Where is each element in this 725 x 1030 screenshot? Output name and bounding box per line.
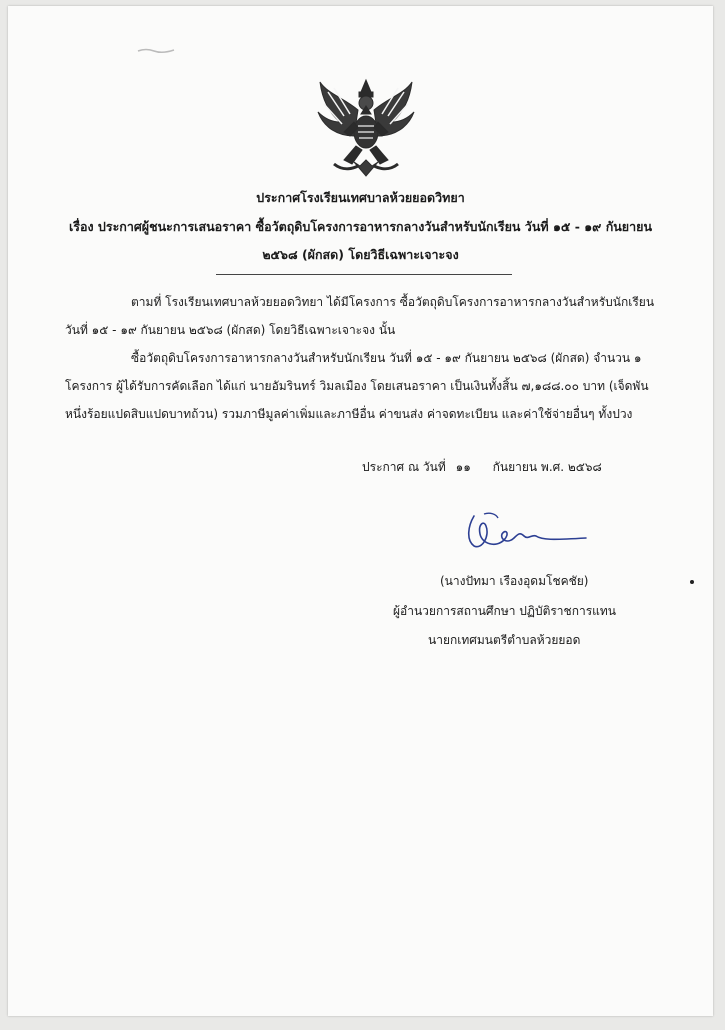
scan-smudge: [136, 46, 176, 54]
dated-line: [362, 458, 602, 477]
signatory-name: (นางปัทมา เรืองอุดมโชคชัย): [440, 574, 589, 588]
dated-day: ๑๑: [455, 460, 471, 474]
signatory-acting-for: นายกเทศมนตรีตำบลห้วยยอด: [428, 633, 581, 647]
announcement-title: ประกาศโรงเรียนเทศบาลห้วยยอดวิทยา: [256, 190, 465, 205]
para2-line3: หนึ่งร้อยแปดสิบแปดบาทถ้วน) รวมภาษีมูลค่าเพิ่มและภาษีอื่น ค่าขนส่ง ค่าจดทะเบียน และค่าใช้จ่ายอื่นๆ ทั้งปวง: [65, 407, 633, 421]
dated-prefix: ประกาศ ณ วันที่: [362, 460, 446, 474]
para2-line2: โครงการ ผู้ได้รับการคัดเลือก ได้แก่ นายอัมรินทร์ วิมลเมือง โดยเสนอราคา เป็นเงินทั้งสิ้น ๗,๑๘๘.๐๐ บาท (เจ็ดพัน: [65, 379, 649, 393]
dated-month-year: กันยายน พ.ศ. ๒๕๖๘: [492, 460, 602, 474]
scan-speck: [690, 580, 694, 584]
handwritten-signature: [456, 506, 596, 556]
para2-line1: ซื้อวัตถุดิบโครงการอาหารกลางวันสำหรับนักเรียน วันที่ ๑๕ - ๑๙ กันยายน ๒๕๖๘ (ผักสด) จำนวน ๑: [131, 351, 642, 365]
signatory-position: ผู้อำนวยการสถานศึกษา ปฏิบัติราชการแทน: [393, 604, 616, 618]
document-page: [8, 6, 713, 1016]
garuda-emblem-icon: [314, 76, 418, 180]
announcement-subject-line1: เรื่อง ประกาศผู้ชนะการเสนอราคา ซื้อวัตถุดิบโครงการอาหารกลางวันสำหรับนักเรียน วันที่ ๑๕ - ๑๙ กันยายน: [68, 219, 653, 234]
para1-line1: ตามที่ โรงเรียนเทศบาลห้วยยอดวิทยา ได้มีโครงการ ซื้อวัตถุดิบโครงการอาหารกลางวันสำหรับนักเรียน: [131, 295, 655, 309]
para1-line2: วันที่ ๑๕ - ๑๙ กันยายน ๒๕๖๘ (ผักสด) โดยวิธีเฉพาะเจาะจง นั้น: [65, 323, 396, 337]
divider-rule: [216, 274, 512, 275]
announcement-subject-line2: ๒๕๖๘ (ผักสด) โดยวิธีเฉพาะเจาะจง: [262, 247, 459, 262]
